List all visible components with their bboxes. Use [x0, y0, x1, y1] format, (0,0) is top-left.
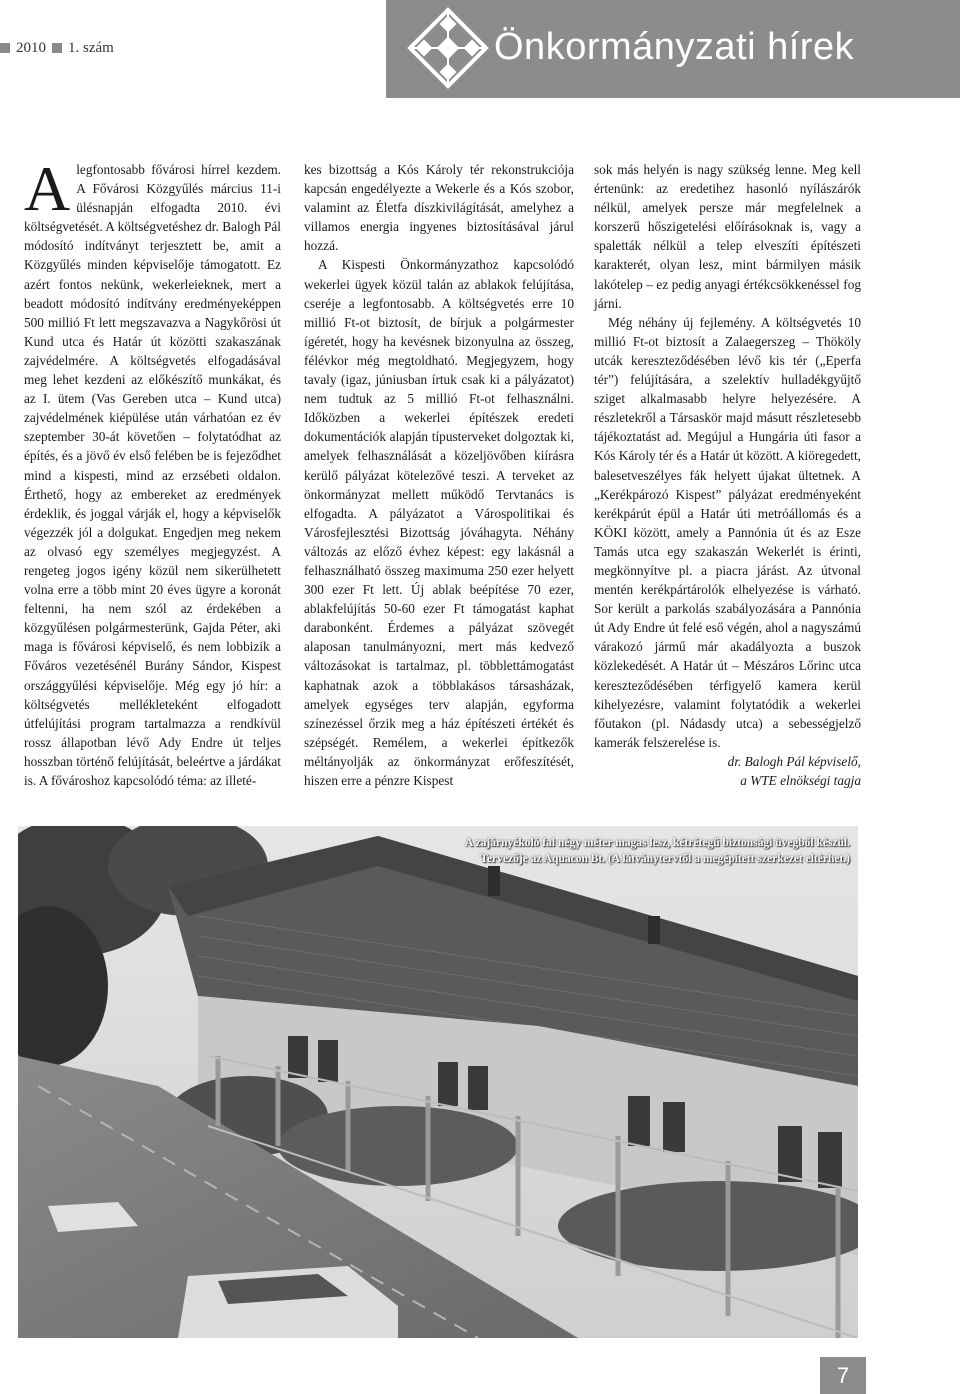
- paragraph: [24, 153, 281, 790]
- section-title: Önkormányzati hírek: [494, 26, 855, 68]
- drop-cap: A: [24, 153, 71, 224]
- signature-role: a WTE elnökségi tagja: [740, 773, 861, 788]
- paragraph: Még néhány új fejlemény. A költségvetés 10 millió Ft-ot biztosít a Zalaegerszeg – Thököly utcák kereszteződésében lévő kis tér („Eperfa tér”) felújítására, a szelektív hulladékgyűjtő sziget alkalmasabb helyre helyezésére. A részletekről a Társaskör majd másutt részletesebb tájékoztatást ad. Megújul a Hungária úti fasor a Kós Károly tér és a Határ út között. A kiöregedett, balesetveszélyes fák helyett újakat ültetnek. A „Kerékpározó Kispest” pályázat eredményeként kerékpárút épül a Határ úti metróállomás és a KÖKI között, amely a Pannónia út és az Esze Tamás utca egy szakaszán Wekerlét is érinti, megkönnyítve pl. a piacra járást. Az útvonal mentén kerékpártárolók elhelyezése is várható. Sor került a parkolás szabályozására a Pannónia út Ady Endre út felé eső végén, ahol a nagyszámú várakozó jármű már akadályozta a buszok közlekedését. A Határ út – Mészáros Lőrinc utca kereszteződésében térfigyelő kamera kerül kihelyezésre, valamint folytatódik a wekerlei főutakon (pl. Nádasdy utca) a sebességjelző kamerák felszerelése is.: [594, 314, 861, 750]
- caption-line: A zajárnyékoló fal négy méter magas lesz, kétrétegű biztonsági üvegből készül.: [465, 837, 850, 849]
- article-column-1: [24, 153, 281, 790]
- page-number: 7: [820, 1357, 866, 1394]
- article-column-3: [594, 160, 861, 790]
- paragraph: sok más helyén is nagy szükség lenne. Meg kell értenünk: az eredetihez hasonló nyílászárók nélkül, amelyek persze már megfelelnek a korszerű hőszigetelési előírásoknak is, vagy a spaletták nélkül a telep elveszíti építészeti karakterét, olyan lesz, mint bármilyen másik lakótelep – ez pedig anyagi értékcsökkenéssel fog járni.: [594, 162, 861, 311]
- geometric-tile-logo-icon: [404, 4, 492, 92]
- issue-number: 1. szám: [68, 39, 114, 56]
- photo-illustration: [18, 826, 858, 1338]
- signature-name: dr. Balogh Pál képviselő,: [727, 753, 861, 769]
- issue-year: 2010: [16, 39, 46, 56]
- caption-line: Tervezője az Aquacon Bt. (A látványtervtől a megépített szerkezet eltérhet.): [480, 853, 850, 865]
- paragraph: A Kispesti Önkormányzathoz kapcsolódó wekerlei ügyek közül talán az ablakok felújítása, cseréje a legfontosabb. A költségvetés erre 10 millió Ft-ot biztosít, de bírjuk a polgármester ígéretét, hogy ha kevésnek bizonyulna az összeg, félévkor még megtoldható. Megjegyzem, hogy tavaly (igaz, júniusban írtuk csak ki a pályázatot) nem tudtuk az 5 millió Ft-ot felhasználni. Időközben a wekerlei építészek eredeti dokumentációk alapján típusterveket dolgoztak ki, amelyek felhasználását a közeljövőben kiírásra kerülő pályázat kötelezővé teszi. A terveket az önkormányzat mellett működő Tervtanács is elfogadta. A pályázatot a Várospolitikai és Városfejlesztési Bizottság jóváhagyta. Néhány változás az előző évhez képest: egy lakásnál a felhasználható összeg maximuma 250 ezer helyett 300 ezer Ft lett. Új ablak beépítése 70 ezer, ablakfelújítás 50-60 ezer Ft támogatást kaphat darabonként. Érdemes a pályázat szövegét alaposan tanulmányozni, mert más kedvező változásokat is tartalmaz, pl. többlettámogatást kaphatnak azok a többlakásos társasházak, amelyek egységes terv alapján, egyforma színezéssel őrzik meg a ház építészeti értékét és szépségét. Remélem, a wekerlei építkezők méltányolják az önkormányzat erőfeszítését, hiszen erre a pénzre Kispest: [304, 257, 574, 788]
- paragraph-text: legfontosabb fővárosi hírrel kezdem. A Fővárosi Közgyűlés március 11-i ülésnapján elfogadta 2010. évi költségvetését. A költségvetéshez dr. Balogh Pál módosító indítványt terjesztett be, amit a Közgyűlés minden képviselője támogatott. Ez azért fontos nekünk, wekerleieknek, mert a beadott módosító indítvány eredményeképpen 500 millió Ft lett megszavazva a Nagykőrösi út Kund utca és Határ út közötti szakaszának zajvédelmére. A költségvetés elfogadásával meg lehet kezdeni az előkészítő munkákat, és az I. ütem (Vas Gereben utca – Kund utca) zajvédelmének kiépülése után várhatóan ez év szeptember 30-át követően – folytatódhat az építés, és a jövő év első felében be is fejeződhet mind a kispesti, mind az erzsébeti oldalon. Érthető, hogy az embereket az eredmények érdeklik, és joggal várják el, hogy a képviselők végezzék jól a dolgukat. Engedjen meg nekem az olvasó egy személyes megjegyzést. A rengeteg jogos igény közül nem sikerülhetett volna erre a több mint 20 éves ügyre a koronát feltenni, ha nem szól az érdekében a közgyűlésen polgármesterünk, Gajda Péter, aki maga is fővárosi képviselő, és nem lobbizik a Főváros vezetésénél Burány Sándor, Kispest országgyűlési képviselője. Még egy jó hír: a költségvetés mellékleteként elfogadott útfelújítási program tartalmazza a rendkívül rossz állapotban lévő Ady Endre út teljes hosszban történő felújítását, beleértve a járdákat is. A fővároshoz kapcsolódó téma: az illeté-: [24, 162, 281, 788]
- issue-info: [0, 38, 114, 58]
- square-bullet-icon: [52, 43, 62, 53]
- photo-caption: [400, 835, 850, 867]
- article-column-2: [304, 160, 574, 790]
- author-signature: [594, 752, 861, 790]
- street-photo: [18, 826, 858, 1338]
- paragraph: kes bizottság a Kós Károly tér rekonstrukciója kapcsán engedélyezte a Wekerle és a Kós szobor, valamint az Életfa díszkivilágítását, amelyhez a villamos energia ingyenes biztosításával járul hozzá.: [304, 162, 574, 254]
- square-bullet-icon: [0, 43, 10, 53]
